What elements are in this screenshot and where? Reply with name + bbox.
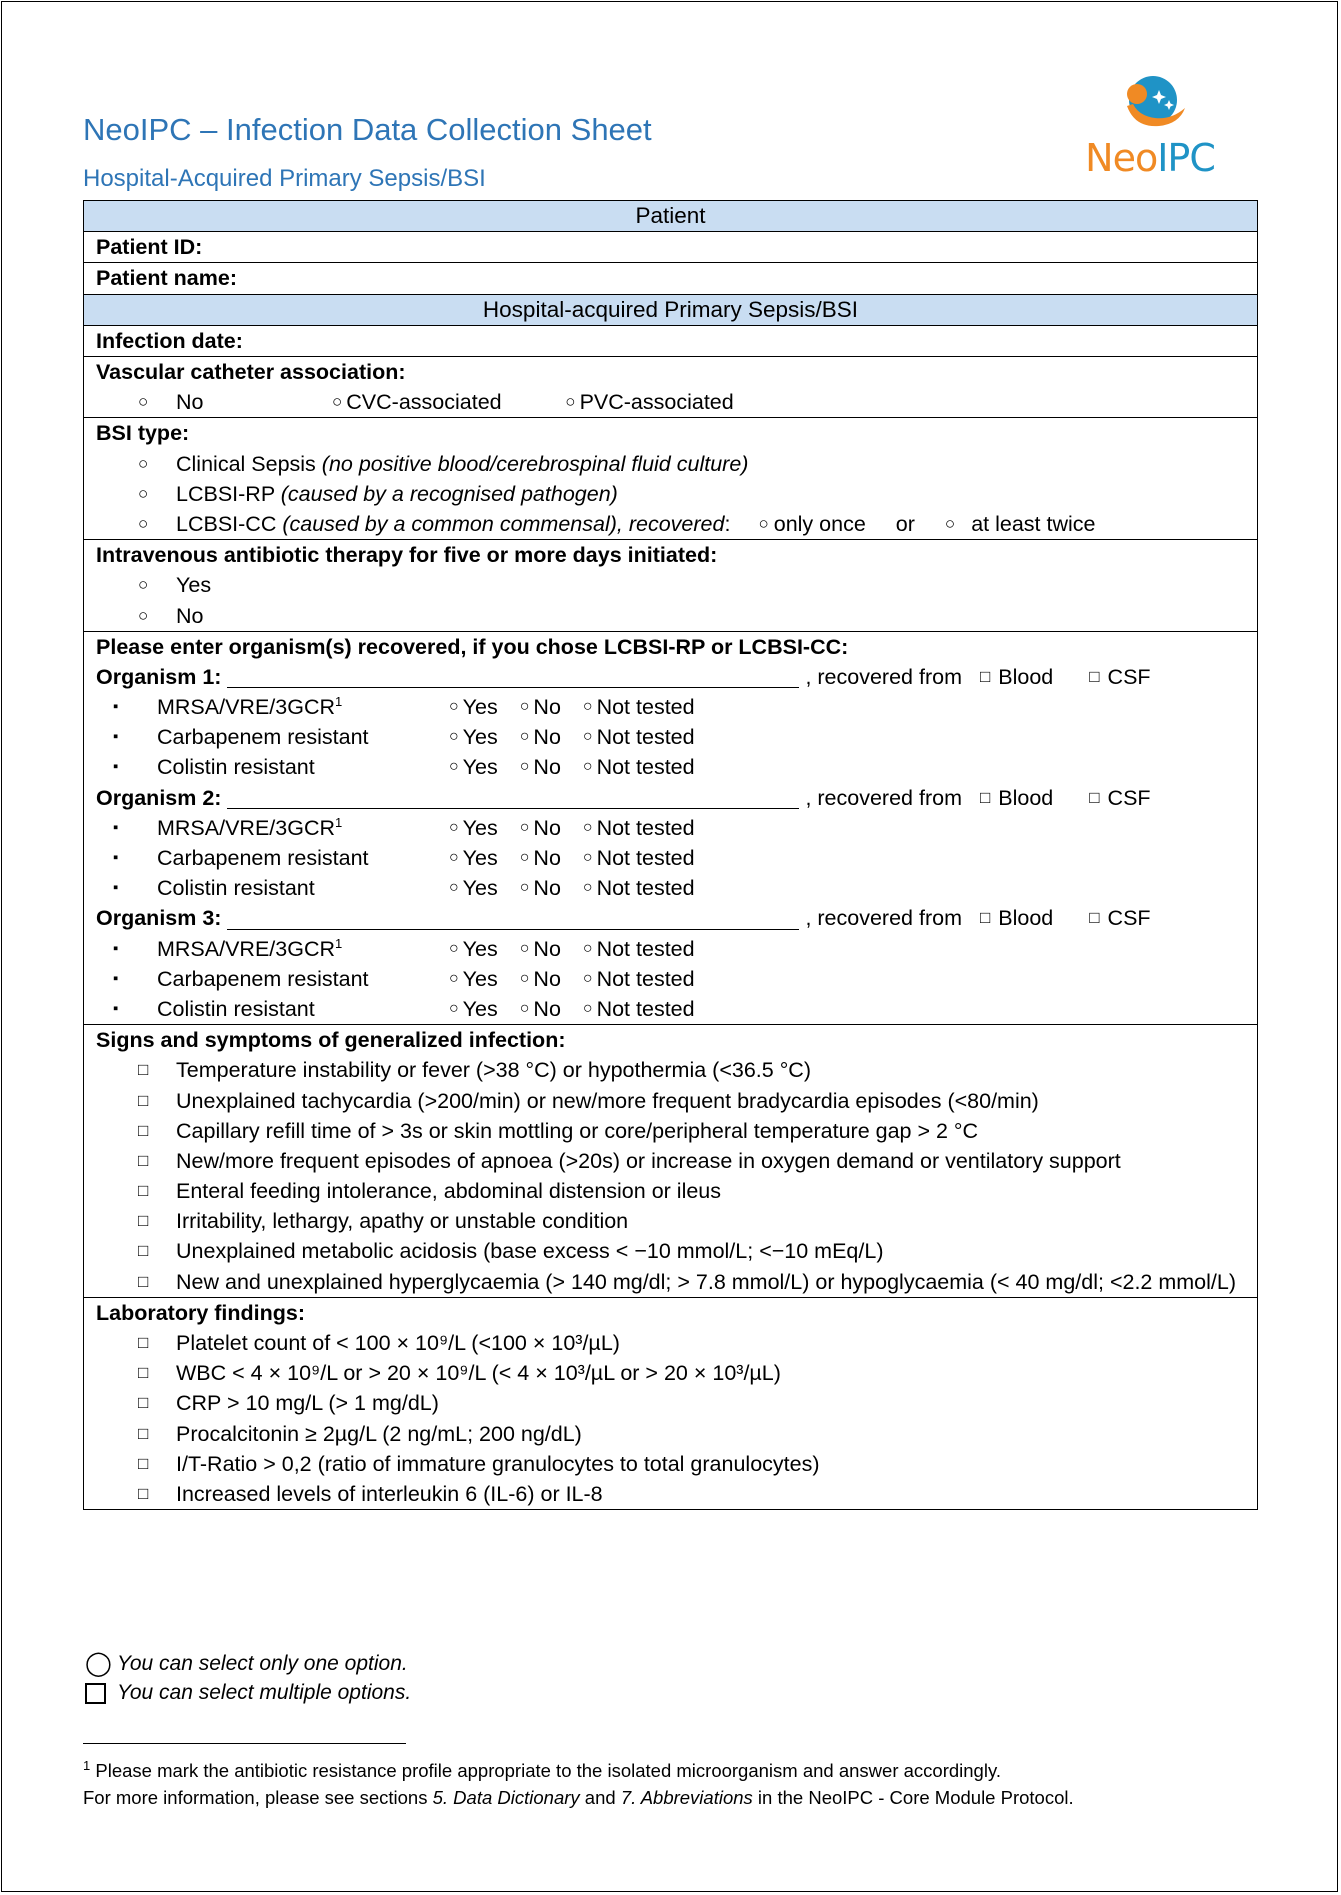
radio-icon[interactable]: ○ <box>449 849 459 867</box>
laboratory-findings-label: Laboratory findings: <box>96 1300 306 1325</box>
checkbox-icon[interactable]: □ <box>138 1423 149 1443</box>
radio-icon[interactable]: ○ <box>582 969 593 987</box>
bsi-type-cell <box>84 418 1258 540</box>
logo-word-ipc: IPC <box>1157 136 1215 180</box>
bullet-icon: ▪ <box>113 939 119 957</box>
checkbox-icon[interactable]: □ <box>138 1333 149 1353</box>
bullet-icon: ▪ <box>113 999 119 1017</box>
option-yes: Yes <box>462 846 498 871</box>
option-text: LCBSI-RP <box>176 481 281 506</box>
laboratory-findings-cell <box>84 1297 1258 1509</box>
antibiotic-therapy-label: Intravenous antibiotic therapy for five or more days initiated: <box>96 543 718 568</box>
signs-symptoms-cell <box>84 1025 1258 1298</box>
bullet-icon: ▪ <box>113 758 119 776</box>
footnote-section-1: 5. Data Dictionary <box>432 1787 580 1808</box>
organisms-cell <box>84 631 1258 1024</box>
catheter-option-pvc: PVC-associated <box>579 390 734 415</box>
checkbox-icon[interactable]: □ <box>138 1090 149 1110</box>
checkbox-icon[interactable]: □ <box>979 666 991 686</box>
catheter-options <box>96 387 1245 417</box>
resistance-label <box>157 843 449 873</box>
footnote-ref: 1 <box>335 693 343 709</box>
bsi-type-label-line <box>96 418 1245 448</box>
radio-icon[interactable]: ○ <box>519 969 530 987</box>
radio-icon[interactable]: ○ <box>138 513 149 533</box>
resistance-row <box>96 843 1245 873</box>
checkbox-icon[interactable]: □ <box>1089 787 1100 807</box>
organism-name-field[interactable] <box>227 665 799 688</box>
checkbox-icon[interactable]: □ <box>138 1241 149 1261</box>
bullet-icon: ▪ <box>113 698 119 716</box>
organism-row <box>96 783 1245 813</box>
bullet-icon: ▪ <box>113 969 119 987</box>
sign-item <box>96 1267 1245 1297</box>
option-not-tested: Not tested <box>596 966 695 991</box>
option-no: No <box>533 695 561 720</box>
checkbox-icon[interactable]: □ <box>979 787 991 807</box>
radio-icon[interactable]: ○ <box>449 939 459 957</box>
footnote-ref: 1 <box>335 935 343 951</box>
option-yes: Yes <box>462 755 498 780</box>
option-no: No <box>533 876 561 901</box>
footnote-more-info <box>83 1787 1074 1809</box>
resistance-label-text: Carbapenem resistant <box>157 725 369 750</box>
option-no: No <box>533 846 561 871</box>
option-yes: Yes <box>462 966 498 991</box>
legend-multiple-text: You can select multiple options. <box>117 1681 412 1704</box>
checkbox-icon[interactable]: □ <box>1089 666 1100 686</box>
resistance-label-text: Colistin resistant <box>157 996 315 1021</box>
checkbox-icon[interactable]: □ <box>138 1393 149 1413</box>
footnote-more-and: and <box>579 1787 621 1808</box>
catheter-option-no: No <box>176 390 204 415</box>
radio-icon[interactable]: ○ <box>519 999 530 1017</box>
resistance-label-text: MRSA/VRE/3GCR <box>157 815 336 840</box>
option-text: No <box>176 603 204 628</box>
bullet-icon: ▪ <box>113 818 119 836</box>
organism-row <box>96 903 1245 933</box>
organism-label: Organism 2: <box>96 785 222 810</box>
antibiotic-option-yes <box>96 570 1245 600</box>
patient-section-header: Patient <box>84 201 1258 232</box>
footnote-text: Please mark the antibiotic resistance profile appropriate to the isolated microorganism and answer accordingly. <box>90 1760 1001 1781</box>
resistance-label-text: Carbapenem resistant <box>157 846 369 871</box>
organisms-label: Please enter organism(s) recovered, if you chose LCBSI-RP or LCBSI-CC: <box>96 634 849 659</box>
signs-label-line <box>96 1025 1245 1055</box>
resistance-label-text: Colistin resistant <box>157 755 315 780</box>
catheter-association-label-line <box>96 357 1245 387</box>
organism-label: Organism 3: <box>96 906 222 931</box>
checkbox-icon[interactable]: □ <box>138 1060 149 1080</box>
radio-icon[interactable]: ○ <box>519 728 530 746</box>
bullet-icon: ▪ <box>113 728 119 746</box>
csf-option: CSF <box>1107 906 1151 931</box>
lab-item-text: I/T-Ratio > 0,2 (ratio of immature granulocytes to total granulocytes) <box>176 1451 820 1476</box>
organism-row <box>96 662 1245 692</box>
radio-icon[interactable]: ○ <box>519 939 530 957</box>
radio-icon[interactable]: ○ <box>449 879 459 897</box>
radio-icon[interactable]: ○ <box>582 698 593 716</box>
sign-item <box>96 1146 1245 1176</box>
option-yes: Yes <box>462 936 498 961</box>
recovered-from-label: , recovered from <box>805 906 962 931</box>
resistance-label <box>157 934 449 964</box>
patient-id-label: Patient ID: <box>96 235 203 260</box>
footnote-more-post: in the NeoIPC - Core Module Protocol. <box>752 1787 1074 1808</box>
radio-icon[interactable]: ○ <box>449 728 459 746</box>
lab-item <box>96 1449 1245 1479</box>
option-no: No <box>533 996 561 1021</box>
resistance-label-text: MRSA/VRE/3GCR <box>157 936 336 961</box>
blood-option: Blood <box>998 664 1054 689</box>
footnote-more-pre: For more information, please see sections <box>83 1787 433 1808</box>
radio-icon[interactable]: ○ <box>449 758 459 776</box>
resistance-row <box>96 813 1245 843</box>
lab-item <box>96 1328 1245 1358</box>
radio-icon[interactable]: ○ <box>582 939 593 957</box>
option-note: (caused by a common commensal), recovered <box>282 511 725 536</box>
footnote-divider <box>83 1743 406 1744</box>
footnote-marker: 1 <box>83 1757 91 1773</box>
option-no: No <box>533 936 561 961</box>
legend-single-text: You can select only one option. <box>117 1651 408 1675</box>
organism-name-field[interactable] <box>227 907 799 930</box>
radio-icon[interactable]: ○ <box>449 999 459 1017</box>
option-text: LCBSI-CC <box>176 511 283 536</box>
radio-icon[interactable]: ○ <box>138 392 149 412</box>
infection-form-table <box>83 200 1258 1510</box>
option-not-tested: Not tested <box>596 725 695 750</box>
resistance-label <box>157 873 449 903</box>
radio-icon[interactable]: ○ <box>758 513 769 533</box>
checkbox-icon[interactable]: □ <box>138 1271 149 1291</box>
antibiotic-therapy-cell <box>84 540 1258 632</box>
sign-item-text: Enteral feeding intolerance, abdominal distension or ileus <box>176 1179 722 1204</box>
radio-icon[interactable]: ○ <box>519 698 530 716</box>
resistance-label <box>157 813 449 843</box>
radio-icon[interactable]: ○ <box>582 728 593 746</box>
option-not-tested: Not tested <box>596 695 695 720</box>
lab-item-text: Platelet count of < 100 × 10⁹/L (<100 × 10³/µL) <box>176 1331 620 1356</box>
footnote-section-2: 7. Abbreviations <box>620 1787 753 1808</box>
radio-icon[interactable]: ○ <box>332 392 343 412</box>
checkbox-icon[interactable]: □ <box>138 1181 149 1201</box>
cc-option-or: or <box>895 511 915 536</box>
checkbox-icon[interactable]: □ <box>138 1483 149 1503</box>
lab-item <box>96 1388 1245 1418</box>
resistance-row <box>96 873 1245 903</box>
checkbox-icon[interactable]: □ <box>138 1453 149 1473</box>
radio-icon[interactable]: ○ <box>582 849 593 867</box>
option-yes: Yes <box>462 725 498 750</box>
radio-icon[interactable]: ○ <box>138 483 149 503</box>
infection-date-row[interactable] <box>84 325 1258 356</box>
bsi-type-label: BSI type: <box>96 421 190 446</box>
resistance-label-text: Carbapenem resistant <box>157 966 369 991</box>
sign-item <box>96 1086 1245 1116</box>
blood-option: Blood <box>998 785 1054 810</box>
catheter-option-cvc: CVC-associated <box>346 390 502 415</box>
bullet-icon: ▪ <box>113 879 119 897</box>
page-subtitle: Hospital-Acquired Primary Sepsis/BSI <box>83 165 486 192</box>
organism-label: Organism 1: <box>96 664 222 689</box>
labs-label-line <box>96 1298 1245 1328</box>
logo-emblem-icon <box>1075 70 1225 140</box>
radio-icon[interactable]: ○ <box>138 575 149 595</box>
neoipc-logo <box>1075 70 1225 185</box>
cc-option-once: only once <box>773 511 866 536</box>
legend-multiple <box>85 1681 411 1705</box>
radio-icon[interactable]: ○ <box>582 879 593 897</box>
patient-id-row[interactable] <box>84 232 1258 263</box>
option-not-tested: Not tested <box>596 815 695 840</box>
option-note: (no positive blood/cerebrospinal fluid culture) <box>321 451 749 476</box>
cc-option-twice: at least twice <box>971 511 1096 536</box>
radio-icon[interactable]: ○ <box>449 818 459 836</box>
option-no: No <box>533 725 561 750</box>
sign-item <box>96 1176 1245 1206</box>
radio-icon[interactable]: ○ <box>449 698 459 716</box>
antibiotic-option-no <box>96 601 1245 631</box>
radio-icon[interactable]: ○ <box>138 453 149 473</box>
recovered-from-label: , recovered from <box>805 785 962 810</box>
sign-item-text: Capillary refill time of > 3s or skin mottling or core/peripheral temperature gap > 2 °C <box>176 1118 979 1143</box>
bsi-type-option-rp <box>96 479 1245 509</box>
patient-name-row[interactable] <box>84 263 1258 294</box>
catheter-association-label: Vascular catheter association: <box>96 360 406 385</box>
resistance-row <box>96 964 1245 994</box>
checkbox-icon[interactable]: □ <box>138 1211 149 1231</box>
sign-item-text: Irritability, lethargy, apathy or unstable condition <box>176 1209 629 1234</box>
radio-icon[interactable]: ○ <box>519 818 530 836</box>
option-yes: Yes <box>462 815 498 840</box>
recovered-from-label: , recovered from <box>805 664 962 689</box>
sign-item-text: Unexplained metabolic acidosis (base excess < −10 mmol/L; <−10 mEq/L) <box>176 1239 884 1264</box>
radio-icon[interactable]: ○ <box>519 758 530 776</box>
lab-item <box>96 1419 1245 1449</box>
option-yes: Yes <box>462 695 498 720</box>
csf-option: CSF <box>1107 664 1151 689</box>
resistance-row <box>96 722 1245 752</box>
footnote-ref: 1 <box>335 814 343 830</box>
sign-item <box>96 1116 1245 1146</box>
resistance-label-text: MRSA/VRE/3GCR <box>157 695 336 720</box>
option-yes: Yes <box>462 996 498 1021</box>
organism-name-field[interactable] <box>227 786 799 809</box>
organisms-label-line <box>96 632 1245 662</box>
radio-icon[interactable]: ○ <box>138 605 149 625</box>
sign-item <box>96 1055 1245 1085</box>
option-no: No <box>533 966 561 991</box>
bsi-type-option-clinical <box>96 449 1245 479</box>
infection-date-label: Infection date: <box>96 328 243 353</box>
sign-item-text: Unexplained tachycardia (>200/min) or new/more frequent bradycardia episodes (<80/min) <box>176 1088 1039 1113</box>
radio-icon: ◯ <box>85 1650 112 1677</box>
resistance-label <box>157 722 449 752</box>
logo-wordmark <box>1075 136 1225 180</box>
option-colon: : <box>724 511 731 536</box>
lab-item-text: WBC < 4 × 10⁹/L or > 20 × 10⁹/L (< 4 × 10³/µL or > 20 × 10³/µL) <box>176 1361 781 1386</box>
checkbox-icon[interactable]: □ <box>979 908 991 928</box>
blood-option: Blood <box>998 906 1054 931</box>
resistance-label <box>157 752 449 782</box>
radio-icon[interactable]: ○ <box>582 758 593 776</box>
radio-icon[interactable]: ○ <box>519 849 530 867</box>
csf-option: CSF <box>1107 785 1151 810</box>
checkbox-icon[interactable]: □ <box>138 1363 149 1383</box>
option-text: Yes <box>176 573 212 598</box>
option-no: No <box>533 755 561 780</box>
resistance-row <box>96 692 1245 722</box>
lab-item-text: CRP > 10 mg/L (> 1 mg/dL) <box>176 1391 439 1416</box>
footnote-1 <box>83 1757 1001 1782</box>
option-not-tested: Not tested <box>596 996 695 1021</box>
option-note: (caused by a recognised pathogen) <box>280 481 618 506</box>
resistance-row <box>96 752 1245 782</box>
sign-item-text: Temperature instability or fever (>38 °C) or hypothermia (<36.5 °C) <box>176 1058 811 1083</box>
bullet-icon: ▪ <box>113 849 119 867</box>
legend-single <box>85 1649 408 1678</box>
checkbox-icon[interactable]: □ <box>138 1150 149 1170</box>
catheter-association-cell <box>84 357 1258 418</box>
radio-icon[interactable]: ○ <box>944 513 956 533</box>
option-no: No <box>533 815 561 840</box>
option-not-tested: Not tested <box>596 936 695 961</box>
sign-item-text: New and unexplained hyperglycaemia (> 140 mg/dl; > 7.8 mmol/L) or hypoglycaemia (< 40 mg/dl; <2.2 mmol/L) <box>176 1269 1237 1294</box>
bsi-type-option-cc <box>96 509 1245 539</box>
checkbox-icon[interactable]: □ <box>138 1120 149 1140</box>
radio-icon[interactable]: ○ <box>582 818 593 836</box>
radio-icon[interactable]: ○ <box>582 999 593 1017</box>
page-title: NeoIPC – Infection Data Collection Sheet <box>83 112 652 147</box>
sign-item-text: New/more frequent episodes of apnoea (>20s) or increase in oxygen demand or ventilatory support <box>176 1148 1121 1173</box>
patient-name-label: Patient name: <box>96 266 237 291</box>
checkbox-icon[interactable]: □ <box>1089 908 1100 928</box>
resistance-row <box>96 994 1245 1024</box>
option-not-tested: Not tested <box>596 846 695 871</box>
checkbox-icon <box>85 1681 117 1705</box>
lab-item-text: Increased levels of interleukin 6 (IL-6) or IL-8 <box>176 1481 603 1506</box>
radio-icon[interactable]: ○ <box>449 969 459 987</box>
radio-icon[interactable]: ○ <box>519 879 530 897</box>
lab-item <box>96 1479 1245 1509</box>
logo-word-neo: Neo <box>1085 136 1158 180</box>
option-not-tested: Not tested <box>596 755 695 780</box>
radio-icon[interactable]: ○ <box>565 392 576 412</box>
lab-item <box>96 1358 1245 1388</box>
option-text: Clinical Sepsis <box>176 451 322 476</box>
signs-symptoms-label: Signs and symptoms of generalized infection: <box>96 1028 566 1053</box>
option-yes: Yes <box>462 876 498 901</box>
option-not-tested: Not tested <box>596 876 695 901</box>
resistance-label-text: Colistin resistant <box>157 876 315 901</box>
lab-item-text: Procalcitonin ≥ 2µg/L (2 ng/mL; 200 ng/dL) <box>176 1421 582 1446</box>
resistance-row <box>96 934 1245 964</box>
resistance-label <box>157 994 449 1024</box>
sign-item <box>96 1206 1245 1236</box>
sign-item <box>96 1236 1245 1266</box>
resistance-label <box>157 692 449 722</box>
bsi-section-header: Hospital-acquired Primary Sepsis/BSI <box>84 294 1258 325</box>
antibiotic-label-line <box>96 540 1245 570</box>
resistance-label <box>157 964 449 994</box>
